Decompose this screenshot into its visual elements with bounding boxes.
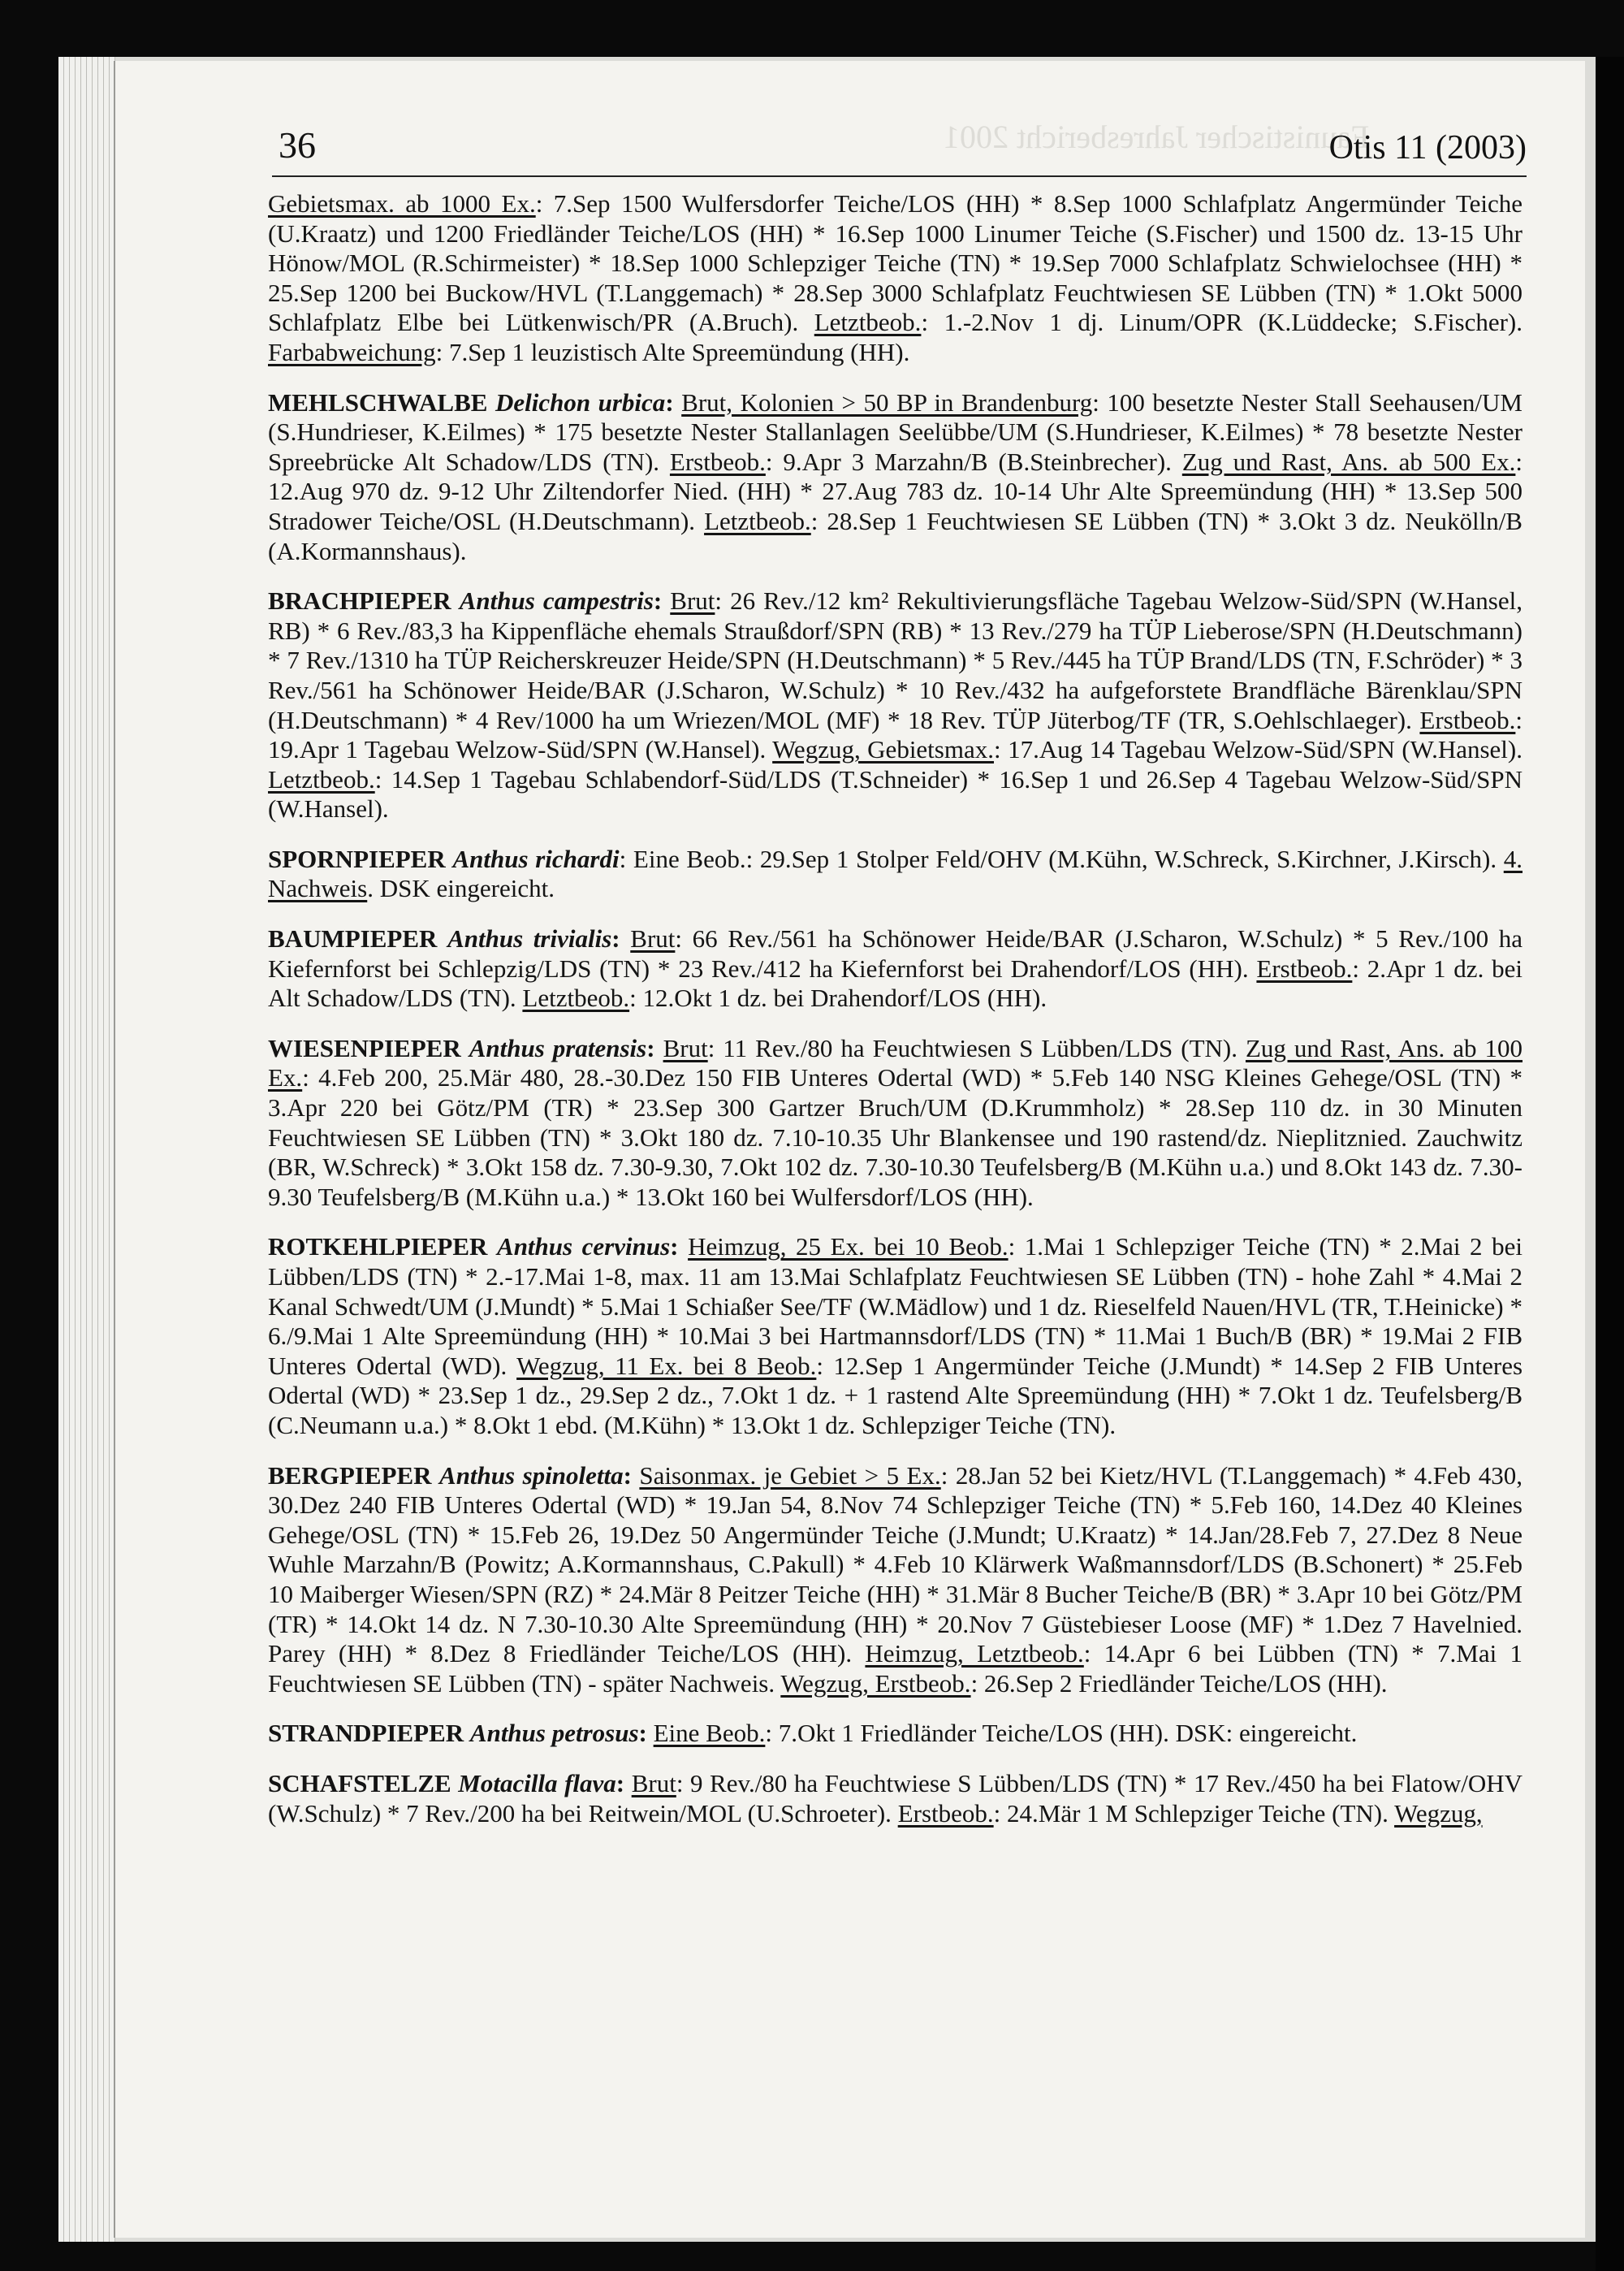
intro-text-2: : 1.-2.Nov 1 dj. Linum/OPR (K.Lüddecke; S.Fischer). xyxy=(921,308,1522,337)
species-name: MEHLSCHWALBE xyxy=(268,387,488,417)
section-text: : 9 Rev./80 ha Feuchtwiese S Lübben/LDS (TN) * 17 Rev./450 ha bei Flatow/OHV (W.Schulz) * 7 Rev./200 ha bei Reitwein/MOL (U.Schroeter). xyxy=(268,1768,1523,1828)
species-scientific-name: Anthus spinoletta xyxy=(439,1460,624,1490)
section-text: : 28.Sep 1 Feuchtwiesen SE Lübben (TN) * 3.Okt 3 dz. Neukölln/B (A.Kormannshaus). xyxy=(268,506,1522,565)
species-name: BRACHPIEPER xyxy=(268,586,451,616)
page-header xyxy=(272,120,1527,177)
book-spine-shadow xyxy=(1596,57,1624,2271)
intro-label-2: Letztbeob. xyxy=(814,308,922,337)
section-text: : 28.Jan 52 bei Kietz/HVL (T.Langgemach) * 4.Feb 430, 30.Dez 240 FIB Unteres Odertal (WD) * 19.Jan 54, 8.Nov 74 Schlepziger Teiche (TN) * 5.Feb 160, 14.Dez 40 Kleines Gehege/OSL (TN) * 15.Feb 26, 19.Dez 50 Angermünder Teiche (J.Mundt; U.Kraatz) * 14.Jan/28.Feb 7, 27.Dez 8 Neue Wuhle Marzahn/B (Powitz; A.Kormannshaus, C.Pakull) * 4.Feb 10 Klärwerk Waßmannsdorf/LDS (B.Schonert) * 25.Feb 10 Maiberger Wiesen/SPN (RZ) * 24.Mär 8 Peitzer Teiche (HH) * 31.Mär 8 Bucher Teiche/B (BR) * 3.Apr 10 bei Götz/PM (TR) * 14.Okt 14 dz. N 7.30-10.30 Alte Spreemündung (HH) * 20.Nov 7 Güstebieser Loose (MF) * 1.Dez 7 Havelnied. Parey (HH) * 8.Dez 8 Friedländer Teiche/LOS (HH). xyxy=(268,1460,1523,1668)
section-text: : 14.Sep 1 Tagebau Schlabendorf-Süd/LDS (T.Schneider) * 16.Sep 1 und 26.Sep 4 Tagebau Welzow-Süd/SPN (W.Hansel). xyxy=(268,764,1522,824)
section-label: Brut xyxy=(631,1768,676,1797)
section-text: : 19.Apr 1 Tagebau Welzow-Süd/SPN (W.Hansel). xyxy=(268,705,1522,764)
species-scientific-name: Delichon urbica xyxy=(495,387,666,417)
section-label: Letztbeob. xyxy=(268,764,375,794)
section-text: : 24.Mär 1 M Schlepziger Teiche (TN). xyxy=(993,1798,1395,1828)
section-text: : 100 besetzte Nester Stall Seehausen/UM (S.Hundrieser, K.Eilmes) * 175 besetzte Nester Stallanlagen Seelübbe/UM (S.Hundrieser, K.Eilmes) * 78 besetzte Nester Spreebrücke Alt Schadow/LDS (TN). xyxy=(268,387,1522,476)
species-scientific-name: Anthus cervinus xyxy=(497,1232,671,1261)
section-label: Wegzug, 11 Ex. bei 8 Beob. xyxy=(516,1351,817,1380)
section-label: Zug und Rast, Ans. ab 500 Ex. xyxy=(1181,447,1516,476)
species-scientific-name: Anthus richardi xyxy=(452,844,620,873)
section-text: : 2.Apr 1 dz. bei Alt Schadow/LDS (TN). xyxy=(268,954,1522,1013)
species-entry-mehlschwalbe xyxy=(268,388,1522,567)
section-label: Heimzug, Letztbeob. xyxy=(865,1639,1084,1668)
section-text: : 12.Sep 1 Angermünder Teiche (J.Mundt) * 14.Sep 2 FIB Unteres Odertal (WD) * 23.Sep 1 dz., 29.Sep 2 dz., 7.Okt 1 dz. + 1 rastend Alte Spreemündung (HH) * 7.Okt 1 dz. Teufelsberg/B (C.Neumann u.a.) * 8.Okt 1 ebd. (M.Kühn) * 13.Okt 1 dz. Schlepziger Teiche (TN). xyxy=(268,1351,1523,1439)
species-scientific-name: Motacilla flava xyxy=(458,1768,616,1797)
section-label: Brut xyxy=(670,586,715,616)
section-label: Heimzug, 25 Ex. bei 10 Beob. xyxy=(688,1232,1009,1261)
section-label: Brut xyxy=(663,1033,708,1062)
section-text: : 12.Okt 1 dz. bei Drahendorf/LOS (HH). xyxy=(629,984,1047,1013)
species-entry-schafstelze xyxy=(268,1769,1522,1828)
species-entry-rotkehlpieper xyxy=(268,1232,1522,1440)
section-text: : 4.Feb 200, 25.Mär 480, 28.-30.Dez 150 FIB Unteres Odertal (WD) * 5.Feb 140 NSG Kleines Gehege/OSL (TN) * 3.Apr 220 bei Götz/PM (TR) * 23.Sep 300 Gartzer Bruch/UM (D.Krummholz) * 28.Sep 110 dz. in 30 Minuten Feuchtwiesen SE Lübben (TN) * 3.Okt 180 dz. 7.10-10.35 Uhr Blankensee und 190 rastend/dz. Nieplitznied. Zauchwitz (BR, W.Schreck) * 3.Okt 158 dz. 7.30-9.30, 7.Okt 102 dz. 7.30-10.30 Teufelsberg/B (M.Kühn u.a.) und 8.Okt 143 dz. 7.30-9.30 Teufelsberg/B (M.Kühn u.a.) * 13.Okt 160 bei Wulfersdorf/LOS (HH). xyxy=(268,1063,1522,1211)
section-label: Wegzug, Gebietsmax. xyxy=(772,735,994,764)
species-name: BAUMPIEPER xyxy=(268,924,438,954)
colon: : xyxy=(623,1460,632,1490)
page-number: 36 xyxy=(279,124,316,166)
article-body xyxy=(268,189,1522,1849)
intro-text-3: : 7.Sep 1 leuzistisch Alte Spreemündung (HH). xyxy=(435,337,910,366)
section-text: : Eine Beob.: 29.Sep 1 Stolper Feld/OHV (M.Kühn, W.Schreck, S.Kirchner, J.Kirsch). xyxy=(619,844,1504,873)
section-label: Zug und Rast, Ans. ab 100 Ex. xyxy=(268,1033,1523,1092)
intro-label-3: Farbabweichung xyxy=(268,337,436,366)
species-entry-bergpieper xyxy=(268,1461,1522,1699)
section-label: Letztbeob. xyxy=(704,506,811,535)
species-name: ROTKEHLPIEPER xyxy=(268,1232,488,1261)
species-entry-strandpieper xyxy=(268,1719,1522,1749)
colon: : xyxy=(665,387,674,417)
colon: : xyxy=(611,924,620,954)
journal-title: Otis 11 (2003) xyxy=(1328,129,1527,167)
species-entry-baumpieper xyxy=(268,924,1522,1014)
section-text: : 11 Rev./80 ha Feuchtwiesen S Lübben/LDS (TN). xyxy=(707,1033,1246,1062)
section-label: Wegzug, Erstbeob. xyxy=(780,1668,971,1698)
section-label: Saisonmax. je Gebiet > 5 Ex. xyxy=(639,1460,941,1490)
section-text: : 66 Rev./561 ha Schönower Heide/BAR (J.Scharon, W.Schulz) * 5 Rev./100 ha Kiefernforst bei Schlepzig/LDS (TN) * 23 Rev./412 ha Kiefernforst bei Drahendorf/LOS (HH). xyxy=(268,924,1523,983)
intro-paragraph xyxy=(268,189,1522,368)
species-name: SPORNPIEPER xyxy=(268,844,446,873)
species-scientific-name: Anthus trivialis xyxy=(447,924,612,954)
section-label: Brut xyxy=(630,924,676,954)
colon: : xyxy=(638,1719,647,1748)
section-label: Brut, Kolonien > 50 BP in Brandenburg xyxy=(681,387,1093,417)
species-name: WIESENPIEPER xyxy=(268,1033,461,1062)
bleed-through-text: Faunistischer Jahresbericht 2001 xyxy=(944,119,1370,155)
colon: : xyxy=(670,1232,679,1261)
intro-label-1: Gebietsmax. ab 1000 Ex. xyxy=(268,189,536,218)
species-name: BERGPIEPER xyxy=(268,1460,432,1490)
species-scientific-name: Anthus pratensis xyxy=(469,1033,647,1062)
section-text: : 14.Apr 6 bei Lübben (TN) * 7.Mai 1 Feuchtwiesen SE Lübben (TN) - später Nachweis. xyxy=(268,1639,1523,1698)
species-name: STRANDPIEPER xyxy=(268,1719,464,1748)
section-label: Erstbeob. xyxy=(1256,954,1353,983)
intro-text-1: : 7.Sep 1500 Wulfersdorfer Teiche/LOS (HH) * 8.Sep 1000 Schlafplatz Angermünder Teiche (U.Kraatz) und 1200 Friedländer Teiche/LOS (HH) * 16.Sep 1000 Linumer Teiche (S.Fischer) und 1500 dz. 13-15 Uhr Hönow/MOL (R.Schirmeister) * 18.Sep 1000 Schlepziger Teiche (TN) * 19.Sep 7000 Schlafplatz Schwielochsee (HH) * 25.Sep 1200 bei Buckow/HVL (T.Langgemach) * 28.Sep 3000 Schlafplatz Feuchtwiesen SE Lübben (TN) * 1.Okt 5000 Schlafplatz Elbe bei Lütkenwisch/PR (A.Bruch). xyxy=(268,189,1523,337)
section-label: Eine Beob. xyxy=(653,1719,766,1748)
section-text: : 26.Sep 2 Friedländer Teiche/LOS (HH). xyxy=(970,1668,1388,1698)
section-text: : 7.Okt 1 Friedländer Teiche/LOS (HH). DSK: eingereicht. xyxy=(765,1719,1358,1748)
section-text: : 26 Rev./12 km² Rekultivierungsfläche Tagebau Welzow-Süd/SPN (W.Hansel, RB) * 6 Rev./83,3 ha Kippenfläche ehemals Straußdorf/SPN (RB) * 13 Rev./279 ha TÜP Lieberose/SPN (H.Deutschmann) * 7 Rev./1310 ha TÜP Reicherskreuzer Heide/SPN (H.Deutschmann) * 5 Rev./445 ha TÜP Brand/LDS (TN, F.Schröder) * 3 Rev./561 ha Schönower Heide/BAR (J.Scharon, W.Schulz) * 10 Rev./432 ha aufgeforstete Brandfläche Bärenklau/SPN (H.Deutschmann) * 4 Rev/1000 ha um Wriezen/MOL (MF) * 18 Rev. TÜP Jüterbog/TF (TR, S.Oehlschlaeger). xyxy=(268,586,1522,734)
section-text: : 9.Apr 3 Marzahn/B (B.Steinbrecher). xyxy=(765,447,1182,476)
section-label: Wegzug, xyxy=(1394,1798,1483,1828)
section-text: : 1.Mai 1 Schlepziger Teiche (TN) * 2.Mai 2 bei Lübben/LDS (TN) * 2.-17.Mai 1-8, max. 11 am 13.Mai Schlafplatz Feuchtwiesen SE Lübben (TN) - hohe Zahl * 4.Mai 2 Kanal Schwedt/UM (J.Mundt) * 5.Mai 1 Schiaßer See/TF (W.Mädlow) und 1 dz. Rieselfeld Nauen/HVL (TR, T.Heinicke) * 6./9.Mai 1 Alte Spreemündung (HH) * 10.Mai 3 bei Hartmannsdorf/LDS (TN) * 11.Mai 1 Buch/B (BR) * 19.Mai 2 FIB Unteres Odertal (WD). xyxy=(268,1232,1522,1380)
species-entry-spornpieper xyxy=(268,845,1522,904)
species-entry-brachpieper xyxy=(268,586,1522,824)
colon: : xyxy=(653,586,663,616)
section-label: Erstbeob. xyxy=(1419,705,1516,734)
section-label: Letztbeob. xyxy=(522,984,630,1013)
section-text: . DSK eingereicht. xyxy=(367,874,555,903)
species-scientific-name: Anthus petrosus xyxy=(469,1719,639,1748)
section-label: Erstbeob. xyxy=(669,447,766,476)
species-name: SCHAFSTELZE xyxy=(268,1768,451,1797)
species-entry-wiesenpieper xyxy=(268,1034,1522,1213)
species-scientific-name: Anthus campestris xyxy=(459,586,654,616)
section-label: Erstbeob. xyxy=(897,1798,994,1828)
colon: : xyxy=(615,1768,625,1797)
section-text: : 17.Aug 14 Tagebau Welzow-Süd/SPN (W.Hansel). xyxy=(994,735,1522,764)
colon: : xyxy=(646,1033,655,1062)
section-label: 4. Nachweis xyxy=(268,844,1523,903)
section-text: : 12.Aug 970 dz. 9-12 Uhr Ziltendorfer Nied. (HH) * 27.Aug 783 dz. 10-14 Uhr Alte Spreemündung (HH) * 13.Sep 500 Stradower Teiche/OSL (H.Deutschmann). xyxy=(268,447,1522,535)
